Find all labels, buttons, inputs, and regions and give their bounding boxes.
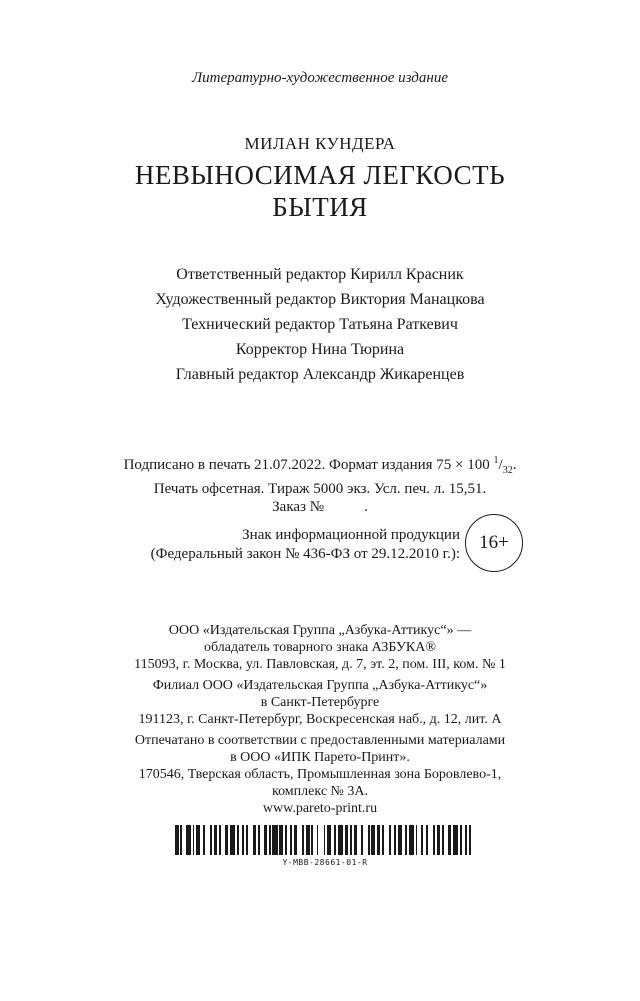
editorial-staff [0,262,640,362]
branch-line: в Санкт-Петербурге [260,695,380,710]
chief-editor: Главный редактор Александр Жикаренцев [175,366,465,383]
barcode-image [175,825,475,855]
imprint-line-3: Заказ № . [272,499,368,515]
publisher-line: 115093, г. Москва, ул. Павловская, д. 7, эт. 2, пом. III, ком. № 1 [134,657,506,672]
info-product-line-1: Знак информационной продукции [242,527,460,543]
printer-website: www.pareto-print.ru [262,801,378,816]
book-title-line-1: НЕВЫНОСИМАЯ ЛЕГКОСТЬ [134,160,506,190]
genre-label: Литературно-художественное издание [192,70,448,86]
info-product-label [100,526,460,564]
imprint-line-1: Подписано в печать 21.07.2022. Формат издания 75 × 100 $^1/_{32}$. [123,455,517,476]
printer-line: в ООО «ИПК Парето-Принт». [230,750,410,765]
fraction-numerator: 1 [493,455,499,466]
info-product-line-2: (Федеральный закон № 436-ФЗ от 29.12.2010 г.): [150,546,460,562]
branch-line: 191123, г. Санкт-Петербург, Воскресенская наб., д. 12, лит. А [138,712,502,727]
publisher-line: ООО «Издательская Группа „Азбука-Аттикус“» — [168,623,472,638]
publisher-line: обладатель товарного знака АЗБУКА® [204,640,436,655]
printer-line: комплекс № 3А. [271,784,368,799]
book-title-line-2: БЫТИЯ [272,192,368,222]
printer-line: Отпечатано в соответствии с предоставленными материалами [134,733,506,748]
order-number-label: Заказ № [272,499,325,515]
fraction-denominator: 32 [502,465,513,476]
branch-line: Филиал ООО «Издательская Группа „Азбука-Аттикус“» [152,678,488,693]
barcode-caption: Y-MBB-28661-01-R [282,858,368,867]
staff-line: Технический редактор Татьяна Раткевич [182,316,458,333]
print-imprint [0,452,640,516]
staff-line: Корректор Нина Тюрина [235,341,405,358]
imprint-format-text: Подписано в печать 21.07.2022. Формат издания 75 × 100 [123,457,490,473]
imprint-line-2: Печать офсетная. Тираж 5000 экз. Усл. печ. л. 15,51. [153,481,487,497]
staff-line: Художественный редактор Виктория Манацкова [155,291,485,308]
author-name: МИЛАН КУНДЕРА [244,134,396,153]
publisher-info [0,622,640,817]
printer-line: 170546, Тверская область, Промышленная зона Боровлево-1, [138,767,502,782]
age-rating-badge: 16+ [465,514,523,572]
staff-line: Ответственный редактор Кирилл Красник [176,266,464,283]
